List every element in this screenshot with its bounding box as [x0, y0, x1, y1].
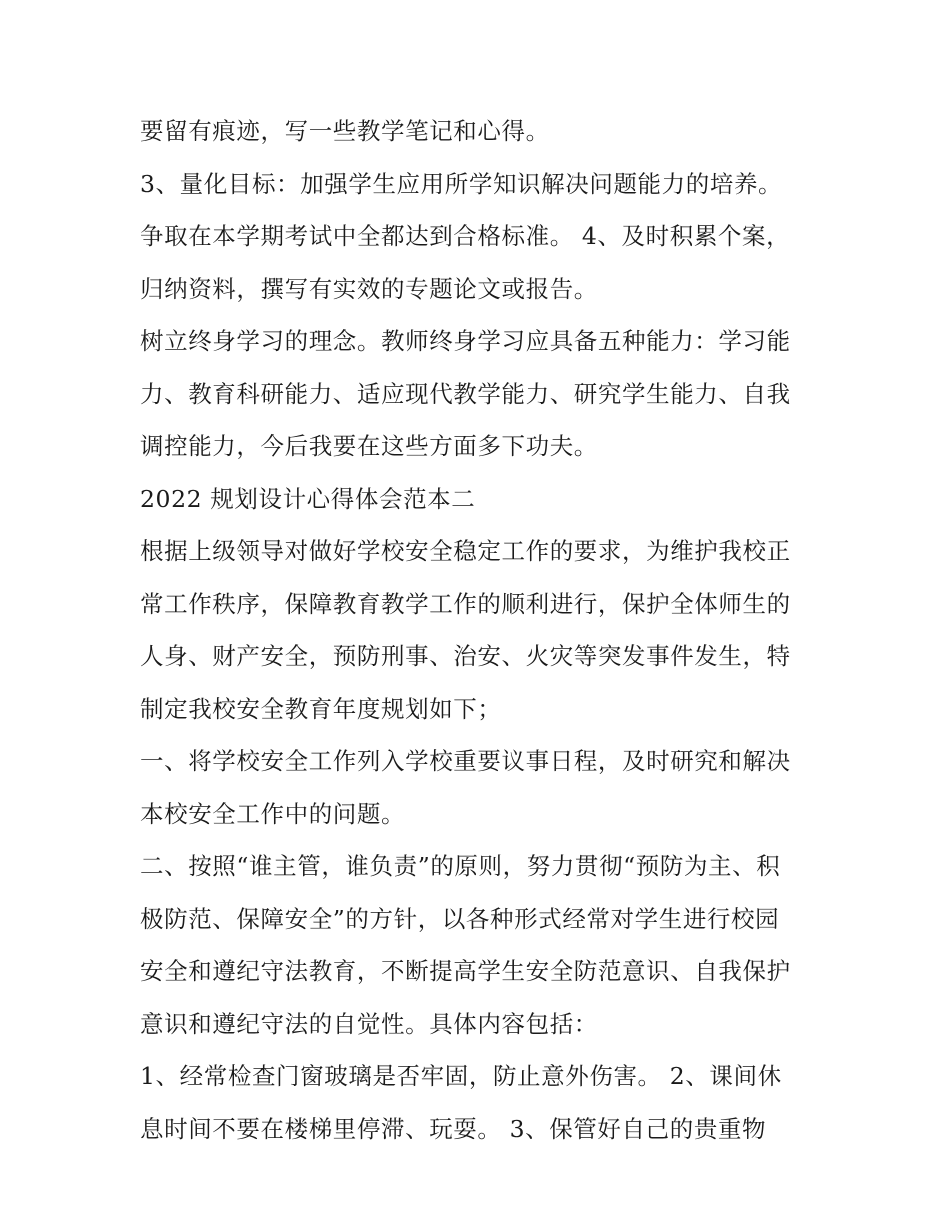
text-line: 调控能力，今后我要在这些方面多下功夫。	[140, 432, 598, 460]
text-line: 要留有痕迹，写一些教学笔记和心得。	[140, 117, 550, 145]
text-line: 1、经常检查门窗玻璃是否牢固，防止意外伤害。 2、课间休	[140, 1062, 782, 1090]
text-line: 归纳资料，撰写有实效的专题论文或报告。	[140, 274, 598, 303]
text-line: 本校安全工作中的问题。	[140, 799, 406, 828]
text-line: 一、将学校安全工作列入学校重要议事日程，及时研究和解决	[140, 747, 791, 775]
text-line: 极防范、保障安全”的方针，以各种形式经常对学生进行校园	[140, 904, 780, 933]
text-line: 制定我校安全教育年度规划如下；	[140, 694, 502, 723]
text-line: 争取在本学期考试中全都达到合格标准。 4、及时积累个案，	[140, 222, 791, 250]
text-line: 树立终身学习的理念。教师终身学习应具备五种能力：学习能	[140, 327, 791, 355]
section-heading: 2022 规划设计心得体会范本二	[140, 484, 476, 513]
text-line: 人身、财产安全，预防刑事、治安、火灾等突发事件发生，特	[140, 642, 791, 670]
text-line: 意识和遵纪守法的自觉性。具体内容包括：	[140, 1009, 598, 1038]
text-line: 3、量化目标：加强学生应用所学知识解决问题能力的培养。	[140, 169, 783, 198]
text-line: 根据上级领导对做好学校安全稳定工作的要求，为维护我校正	[140, 537, 791, 565]
document-body	[140, 105, 830, 1155]
text-line: 息时间不要在楼梯里停滞、玩耍。 3、保管好自己的贵重物	[140, 1114, 767, 1143]
text-line: 力、教育科研能力、适应现代教学能力、研究学生能力、自我	[140, 379, 791, 408]
text-line: 常工作秩序，保障教育教学工作的顺利进行，保护全体师生的	[140, 589, 791, 618]
text-line: 安全和遵纪守法教育，不断提高学生安全防范意识、自我保护	[140, 957, 791, 985]
text-line: 二、按照“谁主管，谁负责”的原则，努力贯彻“预防为主、积	[140, 852, 781, 880]
